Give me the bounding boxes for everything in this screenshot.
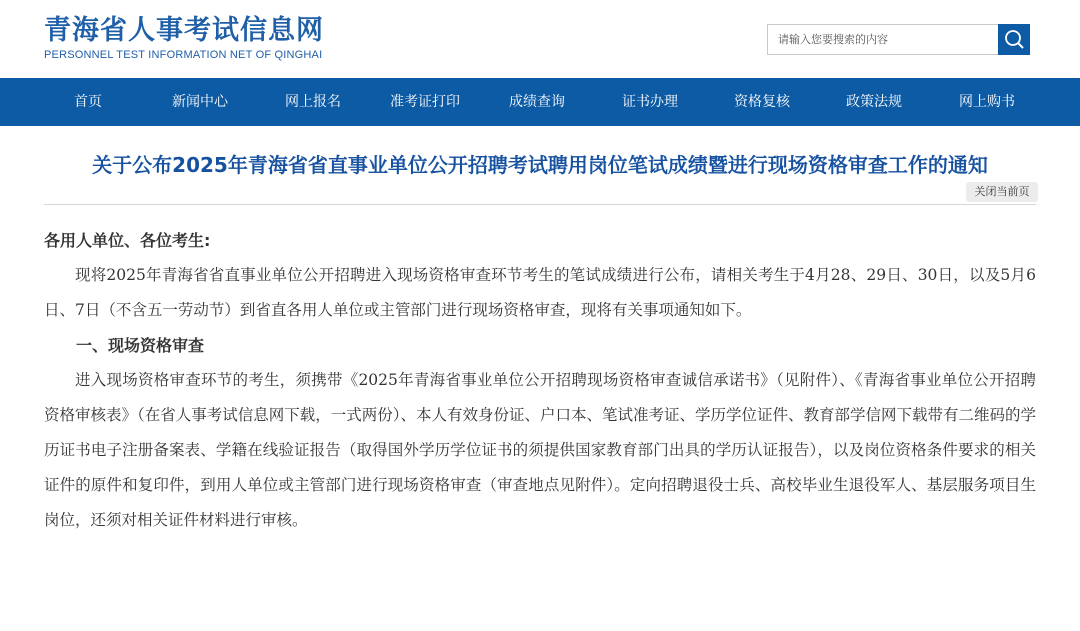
main-nav: [0, 78, 1080, 126]
close-page-button[interactable]: 关闭当前页: [966, 182, 1038, 202]
nav-item-admission-ticket[interactable]: 准考证打印: [390, 94, 460, 110]
article-title: 关于公布2025年青海省省直事业单位公开招聘考试聘用岗位笔试成绩暨进行现场资格审查工作的通知: [92, 153, 988, 177]
search-box: [767, 24, 1030, 55]
nav-item-policies[interactable]: 政策法规: [846, 94, 902, 110]
search-input[interactable]: [767, 24, 998, 55]
title-divider: [44, 204, 1036, 205]
logo-chinese-name: 青海省人事考试信息网: [44, 15, 324, 46]
nav-item-bookstore[interactable]: 网上购书: [959, 94, 1015, 110]
search-icon: [1004, 29, 1024, 49]
article-body: [44, 224, 1036, 538]
logo-english-name: PERSONNEL TEST INFORMATION NET OF QINGHAI: [44, 49, 323, 61]
section-heading: 一、现场资格审查: [76, 336, 205, 355]
article-greeting: 各用人单位、各位考生:: [44, 231, 211, 250]
site-header: [0, 0, 1080, 78]
nav-item-news[interactable]: 新闻中心: [172, 94, 228, 110]
site-logo[interactable]: [44, 14, 324, 62]
article-intro-paragraph: 现将2025年青海省省直事业单位公开招聘进入现场资格审查环节考生的笔试成绩进行公布，请相关考生于4月28、29日、30日，以及5月6日、7日（不含五一劳动节）到省直各用人单位或主管部门进行现场资格审查，现将有关事项通知如下。: [44, 266, 1036, 319]
nav-item-home[interactable]: 首页: [74, 94, 102, 110]
nav-item-qualification-review[interactable]: 资格复核: [734, 94, 790, 110]
nav-item-online-registration[interactable]: 网上报名: [285, 94, 341, 110]
nav-item-score-query[interactable]: 成绩查询: [509, 94, 565, 110]
nav-item-certificate[interactable]: 证书办理: [622, 94, 678, 110]
section-paragraph: 进入现场资格审查环节的考生，须携带《2025年青海省事业单位公开招聘现场资格审查诚信承诺书》（见附件）、《青海省事业单位公开招聘资格审核表》（在省人事考试信息网下载，一式两份）、本人有效身份证、户口本、笔试准考证、学历学位证件、教育部学信网下载带有二维码的学历证书电子注册备案表、学籍在线验证报告（取得国外学历学位证书的须提供国家教育部门出具的学历认证报告），以及岗位资格条件要求的相关证件的原件和复印件，到用人单位或主管部门进行现场资格审查（审查地点见附件）。定向招聘退役士兵、高校毕业生退役军人、基层服务项目生岗位，还须对相关证件材料进行审核。: [44, 371, 1037, 529]
search-button[interactable]: [998, 24, 1030, 55]
